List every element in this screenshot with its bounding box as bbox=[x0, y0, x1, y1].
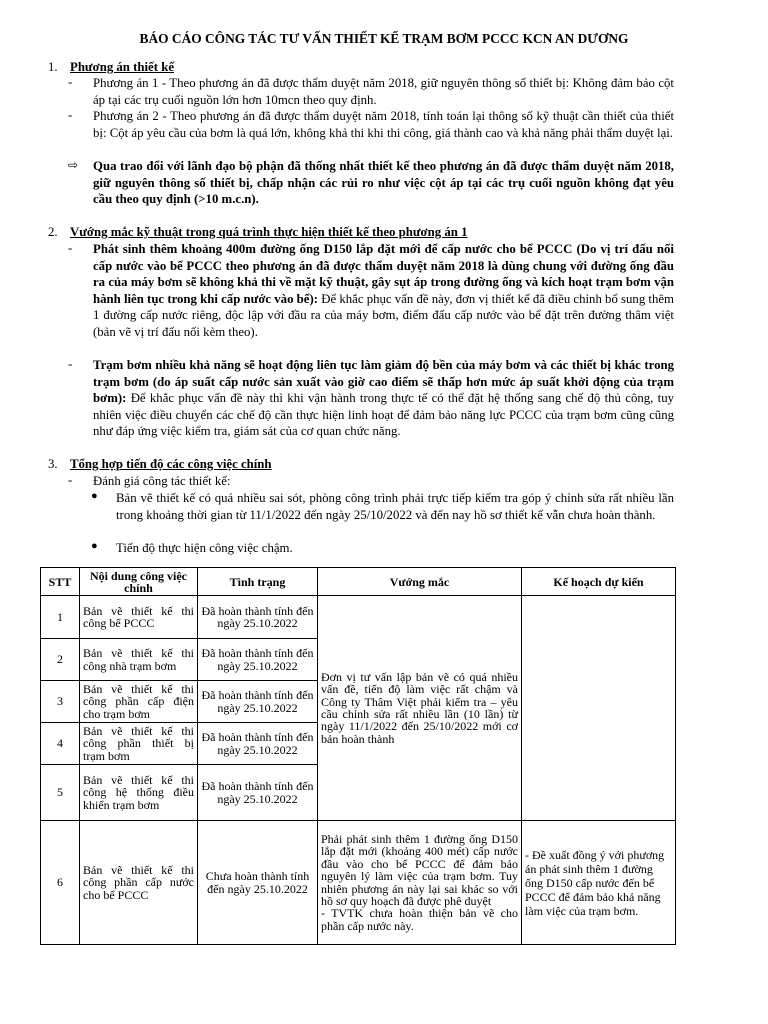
issue-2-text: Để khắc phục vấn đề này thì khi vận hành trong thực tế có thể đặt hệ thống sang chế độ thủ công, tuy nhiên việc điều chuyển các chế độ cần thực hiện linh hoạt để đảm bảo năng lực PCCC của trạm bơm cũng cũng như đáp ứng việc kiểm tra, giám sát của cơ quan chức năng. bbox=[93, 391, 674, 439]
cell-content: Bản vẽ thiết kế thi công hệ thống điều khiển trạm bơm bbox=[80, 765, 198, 821]
header-plan: Kế hoạch dự kiến bbox=[522, 568, 676, 596]
dash-marker: - bbox=[68, 357, 73, 371]
issue-row6-note: - TVTK chưa hoàn thiện bản vẽ cho phần cấp nước này. bbox=[321, 906, 518, 933]
issue-1-text: Để khắc phục vấn đề này, đơn vị thiết kế đã điều chỉnh bổ sung thêm 1 đường cấp nước riêng, độc lập với đầu ra của máy bơm, điểm đấu cấp nước vào bể đặt trên đường thâm việt (bản vẽ vị trí đấu nối kèm theo). bbox=[93, 291, 675, 339]
cell-status: Đã hoàn thành tính đến ngày 25.10.2022 bbox=[198, 765, 318, 821]
section-title: Tổng hợp tiến độ các công việc chính bbox=[70, 457, 272, 471]
cell-status: Chưa hoàn thành tính đến ngày 25.10.2022 bbox=[198, 821, 318, 945]
progress-table bbox=[40, 567, 676, 945]
table-header-row bbox=[41, 568, 676, 596]
issue-2-bold: Trạm bơm nhiều khả năng sẽ hoạt động liên tục làm giảm độ bền của máy bơm và các thiết bị khác trong trạm bơm (do áp suất cấp nước sản xuất vào giờ cao điểm sẽ thấp hơn mức áp suất khởi động của trạm bơm): bbox=[93, 358, 674, 406]
header-issue: Vướng mắc bbox=[318, 568, 522, 596]
header-status: Tình trạng bbox=[198, 568, 318, 596]
bullet-icon: ● bbox=[91, 540, 98, 552]
issue-1-paragraph bbox=[93, 241, 674, 341]
cell-status: Đã hoàn thành tính đến ngày 25.10.2022 bbox=[198, 681, 318, 723]
issue-1-bold: Phát sinh thêm khoảng 400m đường ống D150 lắp đặt mới để cấp nước cho bể PCCC (Do vị trí đấu nối cấp nước vào bể PCCC theo phương án đã được thẩm duyệt năm 2018 là dùng chung với đường ống đầu ra của máy bơm sẽ không khả thi về mặt kỹ thuật, gây sụt áp trong đường ống và kích hoạt trạm bơm vận hành liên tục trong khi cấp nước vào bể): bbox=[93, 242, 674, 306]
issue-row6-main: Phải phát sinh thêm 1 đường ống D150 lắp đặt mới (khoảng 400 mét) cấp nước đầu vào cho bể PCCC để đảm bảo nguyên lý làm việc của trạm bơm. Tuy nhiên phương án này lại sai khác so với hồ sơ quy hoạch đã được phê duyệt bbox=[321, 831, 518, 908]
arrow-right-icon: ⇨ bbox=[68, 158, 79, 172]
cell-issue-merged: Đơn vị tư vấn lập bản vẽ có quá nhiều vấn đề, tiến độ làm việc rất chậm và Công ty Thâm Việt phải kiểm tra – yêu cầu chỉnh sửa rất nhiều lần (10 lần) từ ngày 11/1/2022 đến 25/10/2022 mới cơ bản hoàn thành bbox=[318, 596, 522, 821]
conclusion-text: Qua trao đổi với lãnh đạo bộ phận đã thống nhất thiết kế theo phương án đã được thẩm duyệt năm 2018, giữ nguyên thông số thiết bị, chấp nhận các rủi ro như việc cột áp tại các trụ cuối nguồn không đạt yêu cầu theo quy định (>10 m.c.n). bbox=[93, 159, 674, 207]
dash-marker: - bbox=[68, 108, 73, 122]
bullet-1-text: Bản vẽ thiết kế có quá nhiều sai sót, phòng công trình phải trực tiếp kiểm tra góp ý chỉnh sửa rất nhiều lần trong khoảng thời gian từ 11/1/2022 đến ngày 25/10/2022 và đến nay hồ sơ thiết kế vẫn chưa hoàn thành. bbox=[116, 491, 674, 522]
dash-marker: - bbox=[68, 473, 73, 487]
bullet-icon: ● bbox=[91, 490, 98, 502]
section-number: 3. bbox=[48, 457, 58, 471]
report-title: BÁO CÁO CÔNG TÁC TƯ VẤN THIẾT KẾ TRẠM BƠM PCCC KCN AN DƯƠNG bbox=[139, 31, 629, 46]
section-title: Vướng mắc kỹ thuật trong quá trình thực hiện thiết kế theo phương án 1 bbox=[70, 225, 468, 239]
table-row bbox=[41, 821, 676, 945]
section-number: 2. bbox=[48, 225, 58, 239]
cell-plan: - Đề xuất đồng ý với phương án phát sinh thêm 1 đường ống D150 cấp nước đến bể PCCC để đảm bảo khả năng làm việc của trạm bơm. bbox=[522, 821, 676, 945]
cell-stt: 5 bbox=[41, 765, 80, 821]
cell-stt: 1 bbox=[41, 596, 80, 639]
option-2-text: Phương án 2 - Theo phương án đã được thẩm duyệt năm 2018, tính toán lại thông số kỹ thuật cần thiết của thiết bị: Cột áp yêu cầu của bơm là quá lớn, không khả thi khi thi công, giá thành cao và khả năng phải thẩm duyệt lại. bbox=[93, 109, 674, 140]
cell-content: Bản vẽ thiết kế thi công phần thiết bị trạm bơm bbox=[80, 723, 198, 765]
table-row bbox=[41, 596, 676, 639]
cell-content: Bản vẽ thiết kế thi công phần cấp nước cho bể PCCC bbox=[80, 821, 198, 945]
cell-status: Đã hoàn thành tính đến ngày 25.10.2022 bbox=[198, 723, 318, 765]
option-1-text: Phương án 1 - Theo phương án đã được thẩm duyệt năm 2018, giữ nguyên thông số thiết bị: Không đảm bảo cột áp tại các trụ cuối nguồn lớn hơn 10mcn theo quy định. bbox=[93, 76, 674, 107]
cell-content: Bản vẽ thiết kế thi công phần cấp điện cho trạm bơm bbox=[80, 681, 198, 723]
cell-content: Bản vẽ thiết kế thi công nhà trạm bơm bbox=[80, 639, 198, 681]
header-content: Nội dung công việc chính bbox=[80, 568, 198, 596]
issue-2-paragraph bbox=[93, 357, 674, 440]
header-stt: STT bbox=[41, 568, 80, 596]
section-number: 1. bbox=[48, 60, 58, 74]
cell-stt: 4 bbox=[41, 723, 80, 765]
bullet-2-text: Tiến độ thực hiện công việc chậm. bbox=[116, 541, 293, 555]
cell-stt: 6 bbox=[41, 821, 80, 945]
cell-plan-merged bbox=[522, 596, 676, 821]
section-title: Phương án thiết kế bbox=[70, 60, 174, 74]
cell-stt: 2 bbox=[41, 639, 80, 681]
cell-issue bbox=[318, 821, 522, 945]
cell-stt: 3 bbox=[41, 681, 80, 723]
dash-marker: - bbox=[68, 75, 73, 89]
evaluation-intro: Đánh giá công tác thiết kế: bbox=[93, 474, 231, 488]
cell-status: Đã hoàn thành tính đến ngày 25.10.2022 bbox=[198, 639, 318, 681]
dash-marker: - bbox=[68, 241, 73, 255]
cell-status: Đã hoàn thành tính đến ngày 25.10.2022 bbox=[198, 596, 318, 639]
cell-content: Bản vẽ thiết kế thi công bể PCCC bbox=[80, 596, 198, 639]
